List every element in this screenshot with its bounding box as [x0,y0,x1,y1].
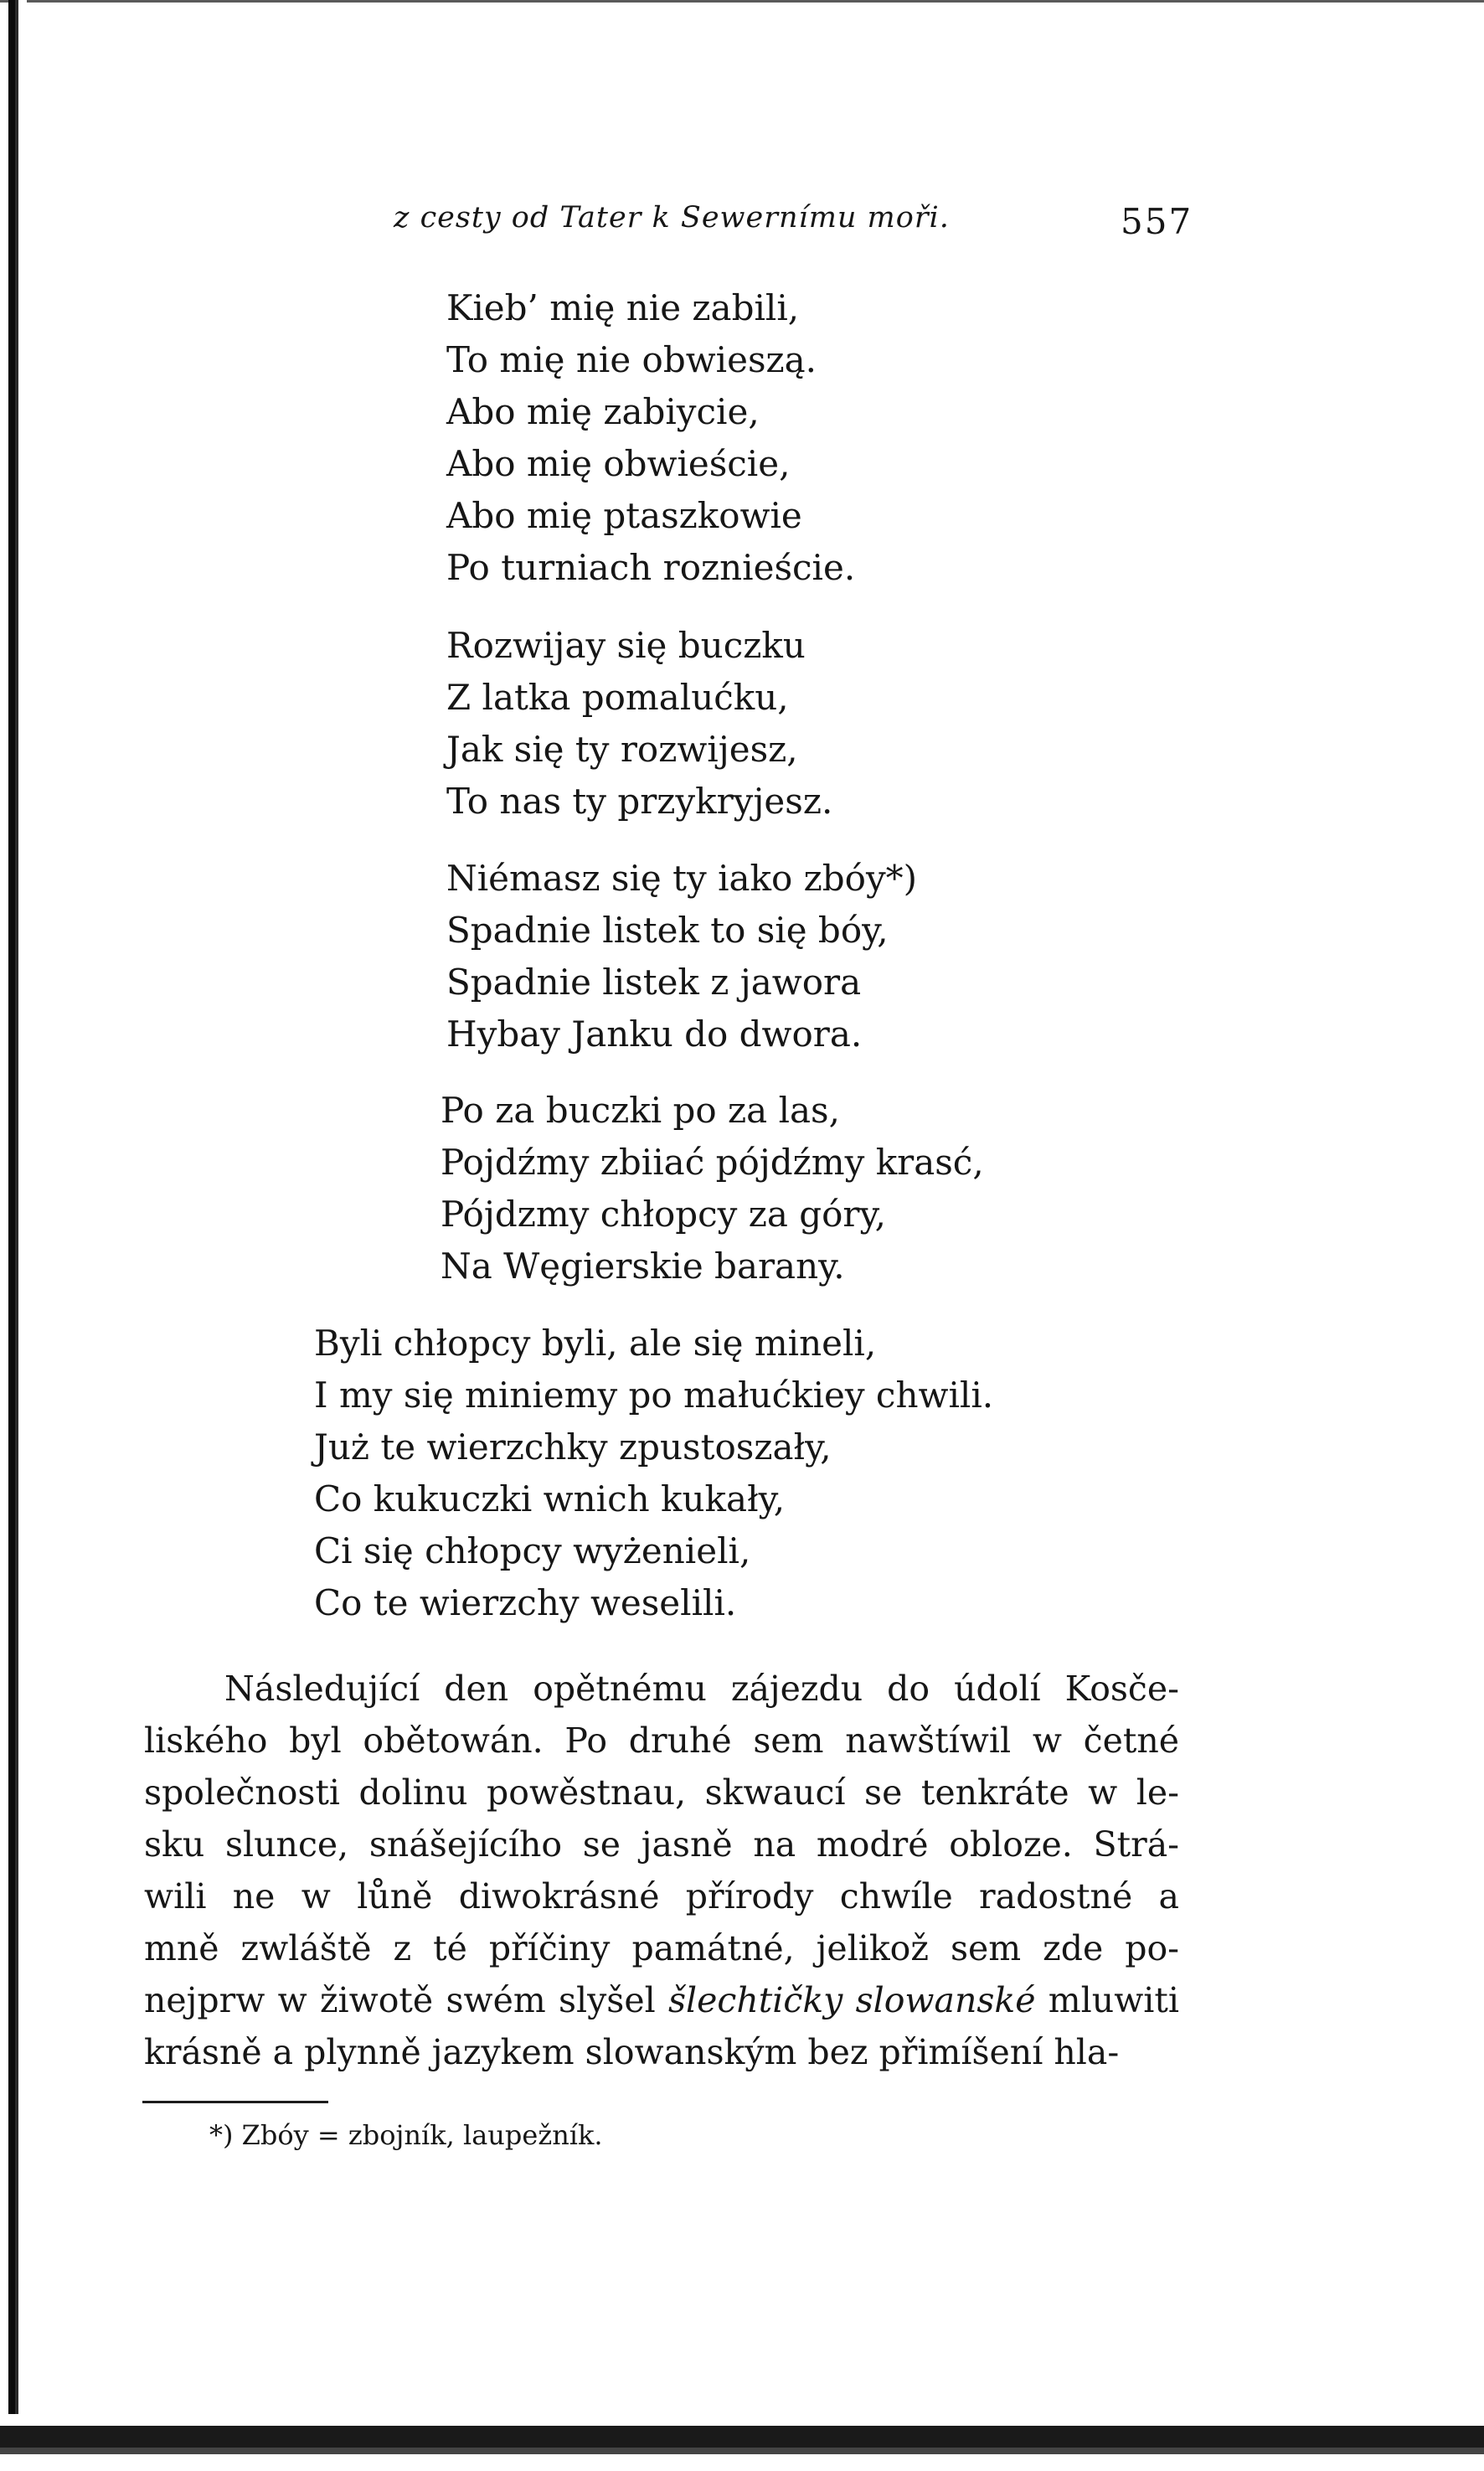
page-number: 557 [1121,201,1193,242]
verse-line: Ci się chłopcy wyżenieli, [314,1530,751,1571]
verse-line: Po turniach roznieście. [446,547,856,588]
verse-line: To mię nie obwieszą. [446,339,817,380]
verse-line: Po za buczki po za las, [441,1090,840,1131]
verse-line: Byli chłopcy byli, ale się mineli, [314,1323,877,1364]
running-head: z cesty od Tater k Sewernímu moři. [394,201,950,235]
prose-line: krásně a plynně jazykem slowanským bez přimíšení hla- [144,2032,1120,2072]
footnote: *) Zbóy = zbojník, laupežník. [209,2119,603,2151]
verse-line: Niémasz się ty iako zbóy*) [446,858,918,899]
prose-line-mixed [144,1974,1179,2026]
scan-border-left [8,0,27,2471]
verse-line: To nas ty przykryjesz. [446,781,833,822]
prose-line: mně zwláště z té příčiny památné, jelikož sem zde po- [144,1928,1179,1968]
verse-line: Jak się ty rozwijesz, [446,729,798,770]
footnote-divider [142,2101,328,2103]
prose-text: nejprw w žiwotě swém slyšel [144,1980,668,2020]
verse-line: Abo mię zabiycie, [446,391,760,432]
verse-line: Abo mię ptaszkowie [446,495,802,536]
stanza-2 [446,620,832,828]
scan-border-top [0,0,1484,12]
verse-line: Pójdzmy chłopcy za góry, [441,1194,887,1235]
prose-line: sku slunce, snášejícího se jasně na modré obloze. Strá- [144,1824,1179,1865]
verse-line: Z latka pomalućku, [446,677,789,718]
prose-line: liského byl obětowán. Po druhé sem nawštíwil w četné [144,1720,1179,1761]
stanza-4 [441,1085,984,1292]
verse-line: Co te wierzchy weselili. [314,1582,737,1623]
verse-line: Pojdźmy zbiiać pójdźmy krasć, [441,1142,984,1183]
verse-line: Abo mię obwieście, [446,443,791,484]
stanza-3 [446,853,917,1060]
prose-paragraph [144,1663,1179,2078]
prose-line: společnosti dolinu powěstnau, skwaucí se tenkráte w le- [144,1772,1179,1813]
verse-line: I my się miniemy po małućkiey chwili. [314,1375,994,1416]
verse-line: Na Węgierskie barany. [441,1246,845,1287]
prose-line: Následující den opětnému zájezdu do údolí Kosče- [224,1669,1179,1709]
prose-emphasis: šlechtičky slowanské [667,1980,1036,2020]
verse-line: Kieb’ mię nie zabili, [446,287,800,328]
verse-line: Hybay Janku do dwora. [446,1014,863,1055]
prose-line: wili ne w lůně diwokrásné přírody chwíle radostné a [144,1876,1179,1916]
stanza-1 [446,282,855,594]
verse-line: Rozwijay się buczku [446,625,806,666]
verse-line: Już te wierzchky zpustoszały, [314,1426,832,1468]
scan-border-bottom [0,2414,1484,2471]
verse-line: Spadnie listek to się bóy, [446,910,889,951]
prose-text: mluwiti [1035,1980,1179,2020]
verse-line: Spadnie listek z jawora [446,962,862,1003]
verse-line: Co kukuczki wnich kukały, [314,1478,786,1519]
stanza-5 [314,1318,993,1629]
